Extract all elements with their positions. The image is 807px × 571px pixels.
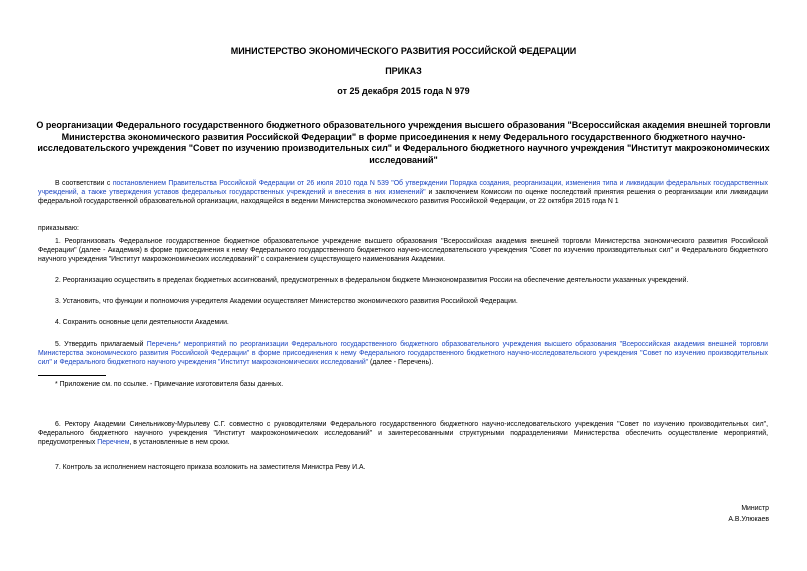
preamble-prefix: В соответствии с: [55, 180, 113, 187]
item-2-paragraph: 2. Реорганизацию осуществить в пределах бюджетных ассигнований, предусмотренных в федеральном бюджете Минэкономразвития России на обеспечение деятельности указанных учреждений.: [55, 277, 689, 284]
signature-name: А.В.Улюкаев: [728, 516, 769, 523]
item-6-prefix: 6. Ректору Академии Синельникову-Мурылеву С.Г. совместно с руководителями Федерального государственного бюджетного научно-исследовательского учреждения "Совет по изучению производительных сил", Федерального бюджетного научного учреждения "Институт макроэкономических исследований" и заинтересованными структурными подразделениями Министерства обеспечить осуществление мероприятий, предусмотренных: [38, 421, 768, 446]
item-5-paragraph: [38, 340, 768, 367]
measures-list-link[interactable]: Перечень* мероприятий по реорганизации Федерального государственного бюджетного образовательного учреждения высшего образования "Всероссийская академия внешней торговли Министерства экономического развития Российской Федерации" в форме присоединения к нему Федерального государственного бюджетного научно-исследовательского учреждения "Совет по изучению производительных сил" и Федерального бюджетного научного учреждения "Институт макроэкономических исследований": [38, 341, 769, 366]
item-1-paragraph: 1. Реорганизовать Федеральное государственное бюджетное образовательное учреждение высшего образования "Всероссийская академия внешней торговли Министерства экономического развития Российской Федерации" (далее - Академия) в форме присоединения к нему Федерального государственного бюджетного научно-исследовательского учреждения "Совет по изучению производительных сил" и Федерального бюджетного научного учреждения "Институт макроэкономических исследований" с сохранением существующего наименования Академии.: [38, 238, 768, 263]
government-decree-link[interactable]: постановлением Правительства Российской Федерации от 26 июля 2010 года N 539 "Об утверждении Порядка создания, реорганизации, изменения типа и ликвидации федеральных государственных учреждений, а также утверждения уставов федеральных государственных учреждений и внесения в них изменений": [38, 180, 768, 196]
footnote-divider: [38, 375, 106, 376]
document-date-number: от 25 декабря 2015 года N 979: [337, 86, 470, 96]
item-4-paragraph: 4. Сохранить основные цели деятельности Академии.: [55, 319, 229, 326]
item-5-prefix: 5. Утвердить прилагаемый: [55, 341, 147, 348]
preamble-paragraph: [38, 179, 768, 206]
ministry-heading: МИНИСТЕРСТВО ЭКОНОМИЧЕСКОГО РАЗВИТИЯ РОССИЙСКОЙ ФЕДЕРАЦИИ: [230, 46, 577, 56]
document-title: О реорганизации Федерального государственного бюджетного образовательного учреждения высшего образования "Всероссийская академия внешней торговли Министерства экономического развития Российской Федерации" в форме присоединения к нему Федерального государственного бюджетного научно-исследовательского учреждения "Совет по изучению производительных сил" и Федерального бюджетного научного учреждения "Институт макроэкономических исследований": [36, 120, 771, 165]
item-7-paragraph: 7. Контроль за исполнением настоящего приказа возложить на заместителя Министра Реву И.А.: [55, 464, 366, 471]
item-3-paragraph: 3. Установить, что функции и полномочия учредителя Академии осуществляет Министерство экономического развития Российской Федерации.: [55, 298, 518, 305]
list-reference-link[interactable]: Перечнем: [97, 439, 130, 446]
preamble-suffix: и заключением Комиссии по оценке последствий принятия решения о реорганизации или ликвидации федеральной государственной образовательной организации, находящейся в ведении Министерства экономического развития Российской Федерации, от 22 октября 2015 года N 1: [38, 189, 769, 205]
document-type: ПРИКАЗ: [385, 66, 422, 76]
order-word: приказываю:: [38, 225, 79, 232]
item-6-paragraph: [38, 420, 768, 447]
item-6-suffix: , в установленные в нем сроки.: [129, 439, 230, 446]
item-5-suffix: (далее - Перечень).: [368, 359, 434, 366]
signature-position: Министр: [741, 505, 769, 512]
footnote: * Приложение см. по ссылке. - Примечание изготовителя базы данных.: [55, 381, 284, 388]
